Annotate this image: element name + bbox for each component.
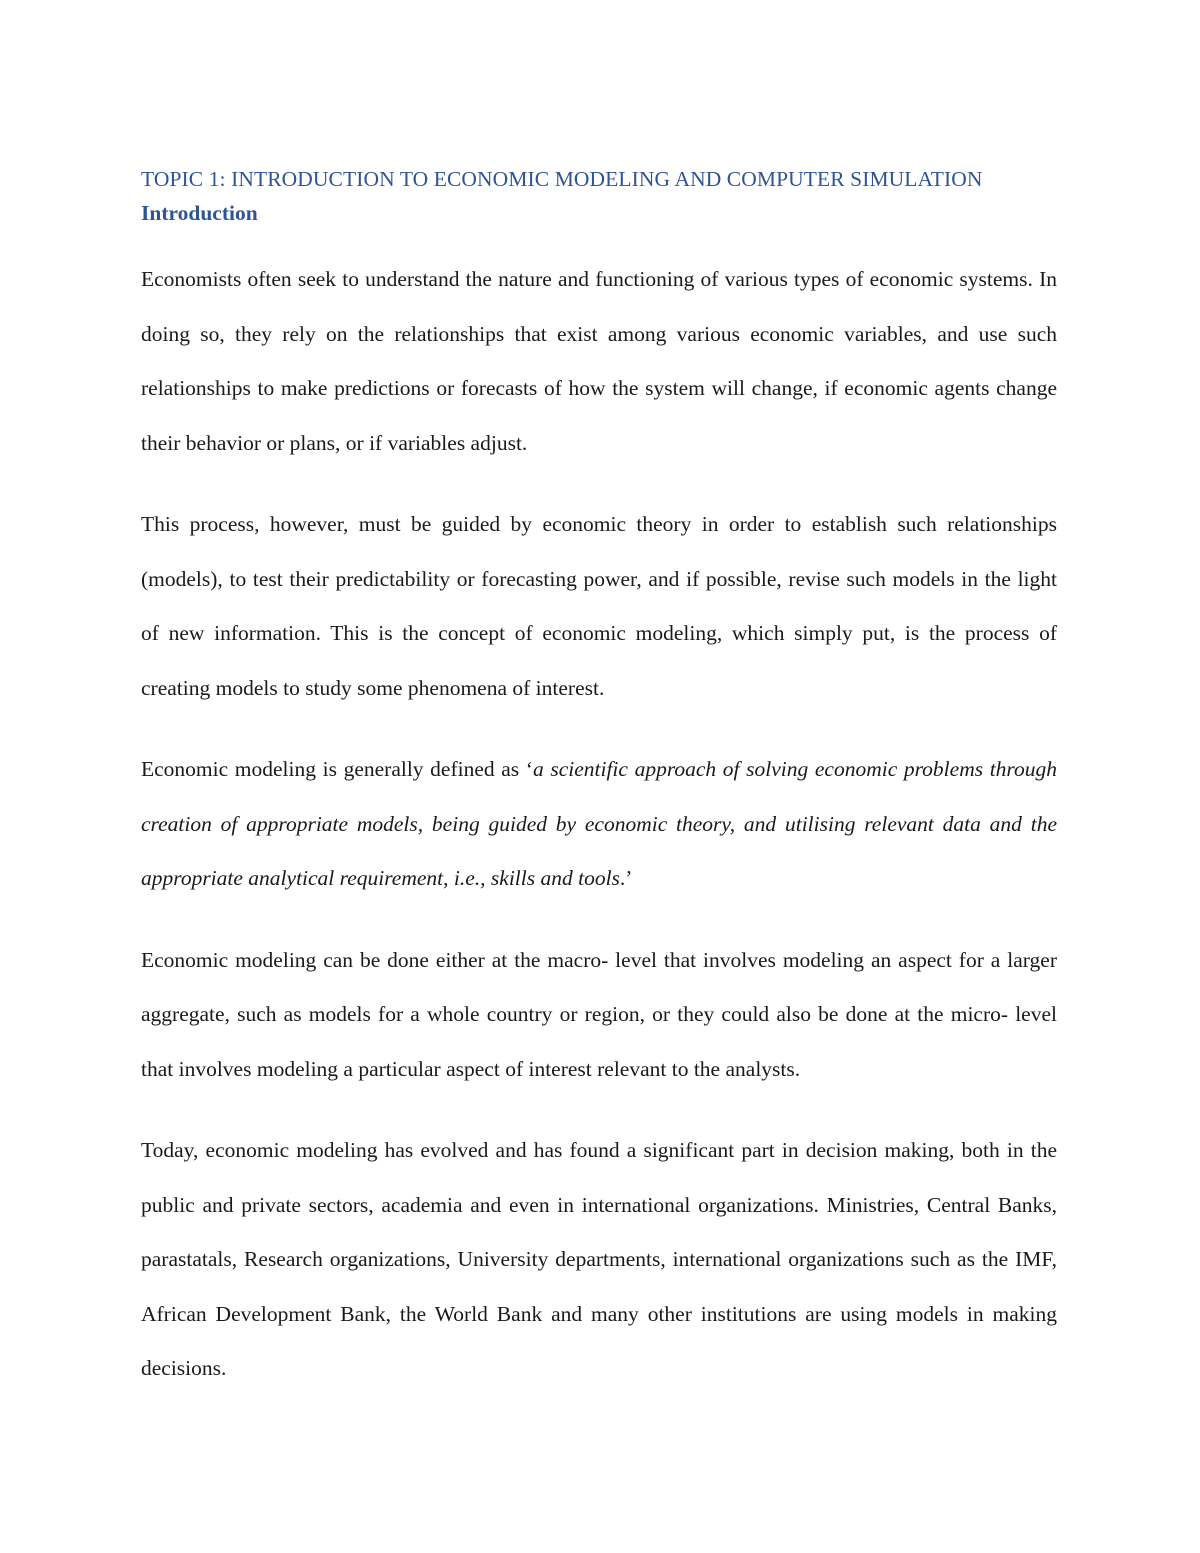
- paragraph-4: Economic modeling can be done either at the macro- level that involves modeling an aspect for a larger aggregate, such as models for a whole country or region, or they could also be done at the micro- level that involves modeling a particular aspect of interest relevant to the analysts.: [141, 947, 1057, 1081]
- paragraph-3-tail: .’: [619, 866, 633, 890]
- paragraph-3: [141, 742, 1057, 906]
- definition-quote: a scientific approach of solving economic problems through creation of appropriate models, being guided by economic theory, and utilising relevant data and the appropriate analytical requirement, i.e., skills and tools: [141, 757, 1058, 890]
- section-heading: Introduction: [141, 201, 258, 225]
- paragraph-1: Economists often seek to understand the nature and functioning of various types of economic systems. In doing so, they rely on the relationships that exist among various economic variables, and use such relationships to make predictions or forecasts of how the system will change, if economic agents change their behavior or plans, or if variables adjust.: [141, 267, 1057, 455]
- paragraph-3-lead: Economic modeling is generally defined as ‘: [141, 757, 533, 781]
- document-content: [141, 164, 1057, 1396]
- paragraph-5: Today, economic modeling has evolved and has found a significant part in decision making, both in the public and private sectors, academia and even in international organizations. Ministries, Central Banks, parastatals, Research organizations, University departments, international organizations such as the IMF, African Development Bank, the World Bank and many other institutions are using models in making decisions.: [141, 1138, 1057, 1380]
- document-title: TOPIC 1: INTRODUCTION TO ECONOMIC MODELING AND COMPUTER SIMULATION: [141, 167, 983, 191]
- paragraph-2: This process, however, must be guided by economic theory in order to establish such relationships (models), to test their predictability or forecasting power, and if possible, revise such models in the light of new information. This is the concept of economic modeling, which simply put, is the process of creating models to study some phenomena of interest.: [141, 512, 1057, 700]
